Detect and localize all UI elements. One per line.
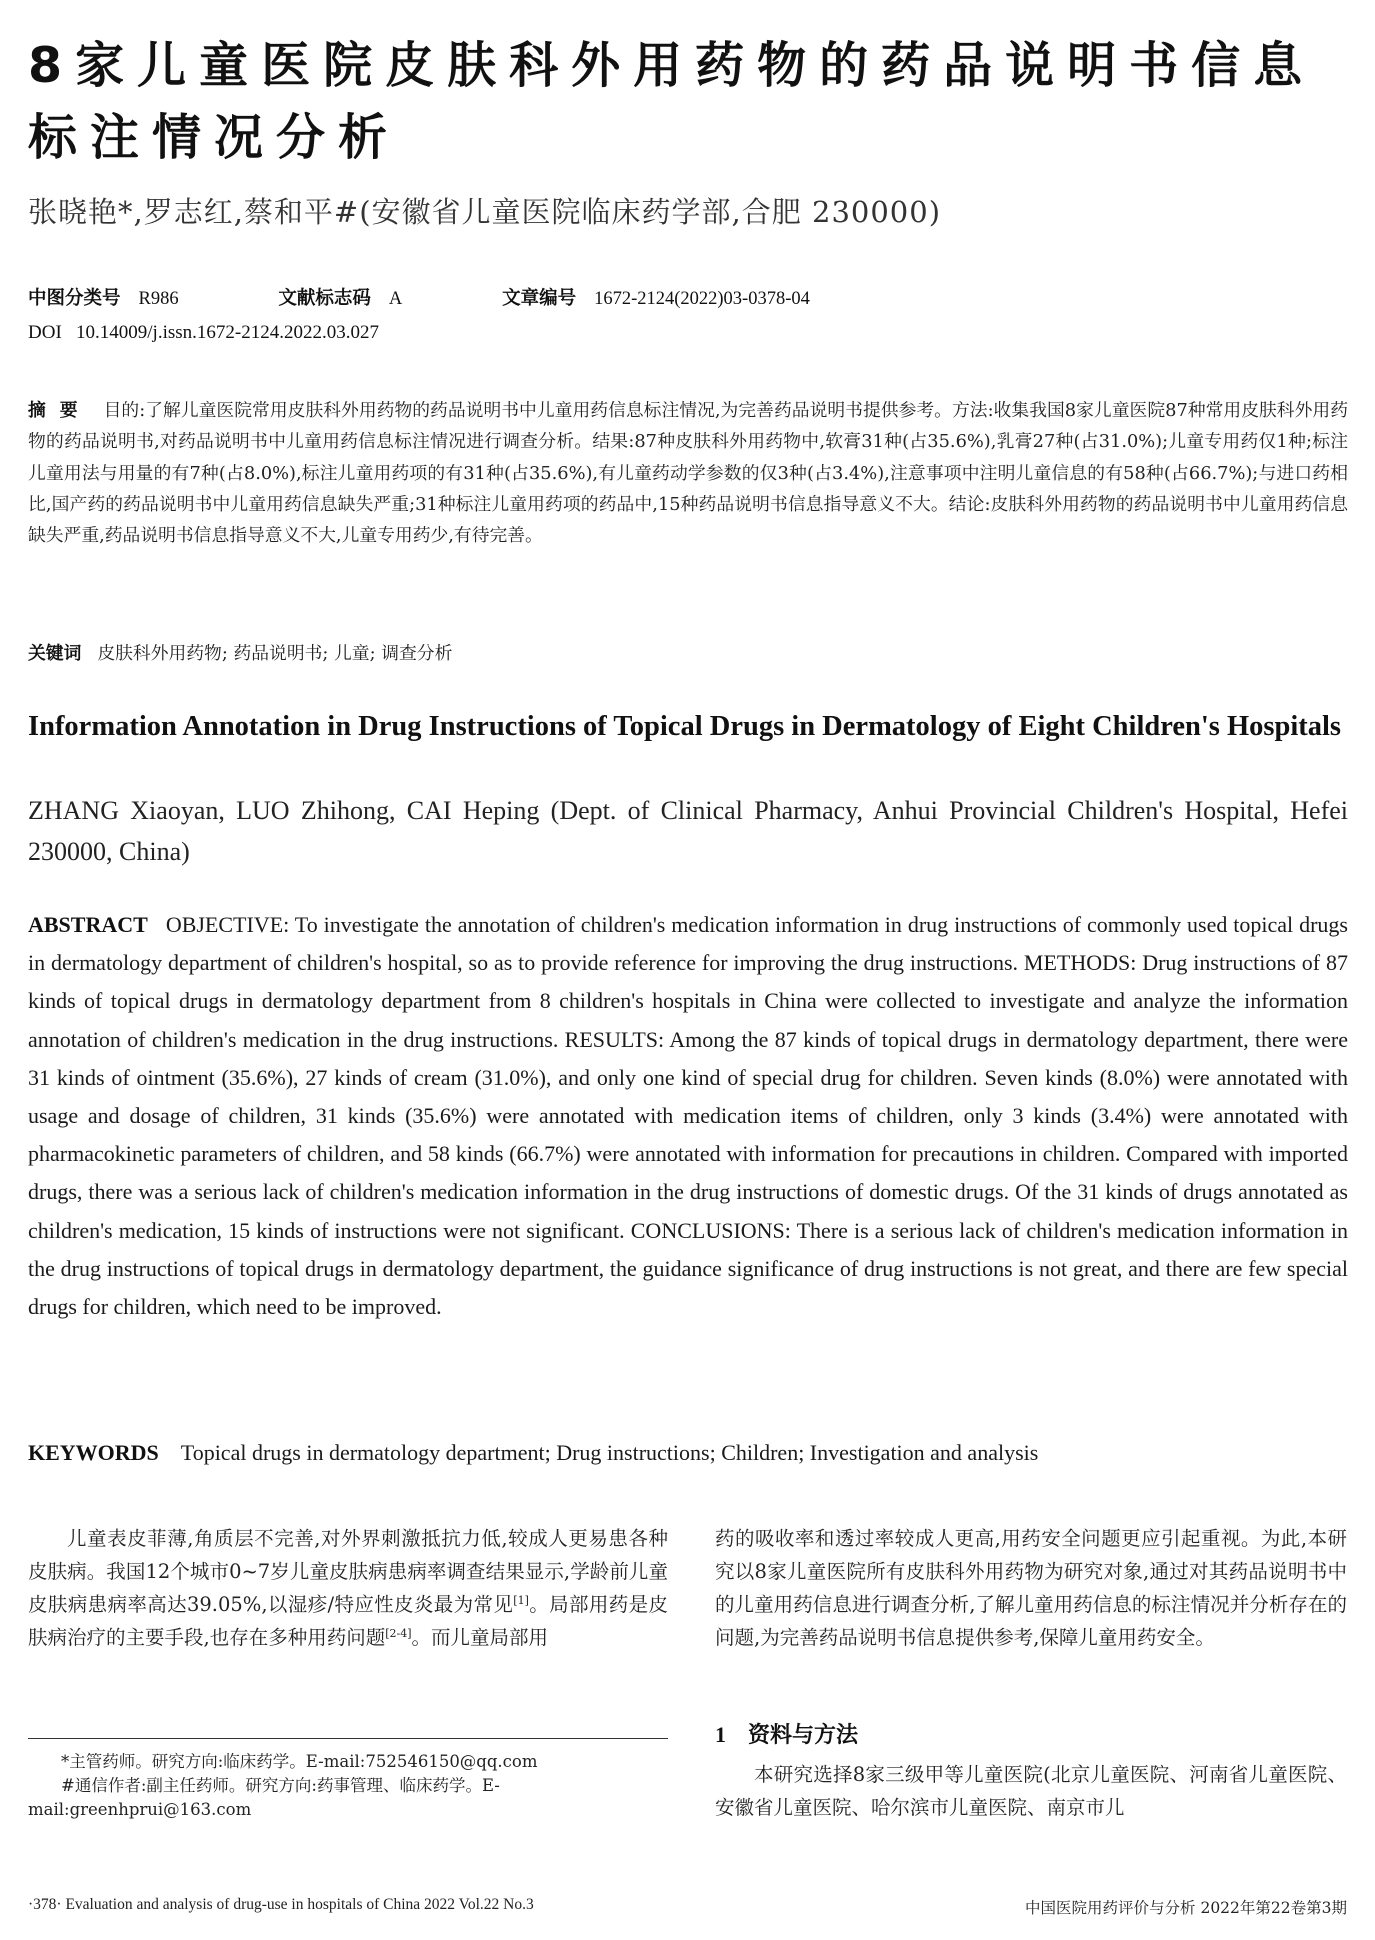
section-title: 资料与方法	[748, 1723, 859, 1748]
section-heading	[715, 1718, 858, 1749]
classification-line	[28, 284, 810, 310]
doc-code-label: 文献标志码	[278, 288, 371, 309]
intro-paragraph	[28, 1522, 668, 1654]
footnote-corresponding-author: #通信作者:副主任药师。研究方向:药事管理、临床药学。E-mail:greenhprui@163.com	[28, 1776, 500, 1819]
citation-1[interactable]: [1]	[513, 1594, 529, 1607]
author-line-cn: 张晓艳*,罗志红,蔡和平#(安徽省儿童医院临床药学部,合肥 230000)	[28, 195, 942, 229]
keywords-cn	[28, 640, 452, 665]
footnote-first-author: *主管药师。研究方向:临床药学。E-mail:752546150@qq.com	[61, 1752, 538, 1771]
citation-2-4[interactable]: [2-4]	[385, 1627, 412, 1640]
doc-code-value: A	[388, 289, 403, 309]
article-no-label: 文章编号	[502, 288, 577, 309]
keywords-cn-text: 皮肤科外用药物; 药品说明书; 儿童; 调查分析	[97, 643, 453, 664]
doi-label: DOI	[28, 322, 62, 343]
body-column-left	[28, 1522, 668, 1654]
author-line-en: ZHANG Xiaoyan, LUO Zhihong, CAI Heping (Dept. of Clinical Pharmacy, Anhui Provincial Children's Hospital, Hefei 230000, China)	[28, 796, 1348, 866]
doi-line	[28, 322, 379, 344]
clc-value: R986	[138, 289, 179, 309]
article-no-value: 1672-2124(2022)03-0378-04	[594, 289, 810, 309]
section-number: 1	[715, 1722, 726, 1747]
keywords-en-label: KEYWORDS	[28, 1440, 159, 1465]
doi-value[interactable]: 10.14009/j.issn.1672-2124.2022.03.027	[76, 322, 379, 343]
abstract-cn-text: 目的:了解儿童医院常用皮肤科外用药物的药品说明书中儿童用药信息标注情况,为完善药品说明书提供参考。方法:收集我国8家儿童医院87种常用皮肤科外用药物的药品说明书,对药品说明书中儿童用药信息标注情况进行调查分析。结果:87种皮肤科外用药物中,软膏31种(占35.6%),乳膏27种(占31.0%);儿童专用药仅1种;标注儿童用法与用量的有7种(占8.0%),标注儿童用药项的有31种(占35.6%),有儿童药动学参数的仅3种(占3.4%),注意事项中注明儿童信息的有58种(占66.7%);与进口药相比,国产药的药品说明书中儿童用药信息缺失严重;31种标注儿童用药项的药品中,15种药品说明书信息指导意义不大。结论:皮肤科外用药物的药品说明书中儿童用药信息缺失严重,药品说明书信息指导意义不大,儿童专用药少,有待完善。	[28, 400, 1348, 547]
abstract-en-text: OBJECTIVE: To investigate the annotation of children's medication information in drug instructions of commonly used topical drugs in dermatology department of children's hospital, so as to provide reference for improving the drug instructions. METHODS: Drug instructions of 87 kinds of topical drugs in dermatology department from 8 children's hospitals in China were collected to investigate and analyze the information annotation of children's medication in the drug instructions. RESULTS: Among the 87 kinds of topical drugs in dermatology department, there were 31 kinds of ointment (35.6%), 27 kinds of cream (31.0%), and only one kind of special drug for children. Seven kinds (8.0%) were annotated with usage and dosage of children, 31 kinds (35.6%) were annotated with medication items of children, only 3 kinds (3.4%) were annotated with pharmacokinetic parameters of children, and 58 kinds (66.7%) were annotated with information for precautions in children. Compared with imported drugs, there was a serious lack of children's medication information in the drug instructions of domestic drugs. Of the 31 kinds of drugs annotated as children's medication, 15 kinds of instructions were not significant. CONCLUSIONS: There is a serious lack of children's medication information in the drug instructions of topical drugs in dermatology department, the guidance significance of drug instructions is not great, and there are few special drugs for children, which need to be improved.	[28, 912, 1348, 1320]
intro-text-b: 。局部用药是皮肤病治疗的主要手段,也存在多种用药问题	[28, 1593, 668, 1649]
intro-text-c: 。而儿童局部用	[411, 1626, 549, 1649]
clc-label: 中图分类号	[28, 288, 121, 309]
footnote-divider	[28, 1738, 668, 1739]
keywords-cn-label: 关键词	[28, 643, 82, 664]
article-title-en: Information Annotation in Drug Instructions of Topical Drugs in Dermatology of Eight Children's Hospitals	[28, 711, 1342, 742]
article-title-cn: 8家儿童医院皮肤科外用药物的药品说明书信息标注情况分析	[28, 37, 1316, 166]
footer-journal-en: ·378· Evaluation and analysis of drug-use in hospitals of China 2022 Vol.22 No.3	[28, 1896, 534, 1913]
body-column-right	[715, 1522, 1347, 1654]
abstract-cn	[28, 395, 1348, 551]
abstract-cn-label: 摘要	[28, 400, 92, 421]
footnotes	[28, 1750, 668, 1822]
intro-text-a: 儿童表皮菲薄,角质层不完善,对外界刺激抵抗力低,较成人更易患各种皮肤病。我国12个城市0~7岁儿童皮肤病患病率调查结果显示,学龄前儿童皮肤病患病率高达39.05%,以湿疹/特应性皮炎最为常见	[28, 1527, 668, 1616]
section-body	[715, 1758, 1347, 1824]
footer-journal-cn: 中国医院用药评价与分析 2022年第22卷第3期	[1025, 1899, 1347, 1917]
abstract-en	[28, 906, 1348, 1326]
section-paragraph: 本研究选择8家三级甲等儿童医院(北京儿童医院、河南省儿童医院、安徽省儿童医院、哈尔滨市儿童医院、南京市儿	[715, 1763, 1347, 1819]
keywords-en	[28, 1440, 1038, 1466]
keywords-en-text: Topical drugs in dermatology department; Drug instructions; Children; Investigation and analysis	[180, 1440, 1039, 1465]
intro-continuation: 药的吸收率和透过率较成人更高,用药安全问题更应引起重视。为此,本研究以8家儿童医院所有皮肤科外用药物为研究对象,通过对其药品说明书中的儿童用药信息进行调查分析,了解儿童用药信息的标注情况并分析存在的问题,为完善药品说明书信息提供参考,保障儿童用药安全。	[715, 1527, 1347, 1649]
abstract-en-label: ABSTRACT	[28, 912, 148, 937]
